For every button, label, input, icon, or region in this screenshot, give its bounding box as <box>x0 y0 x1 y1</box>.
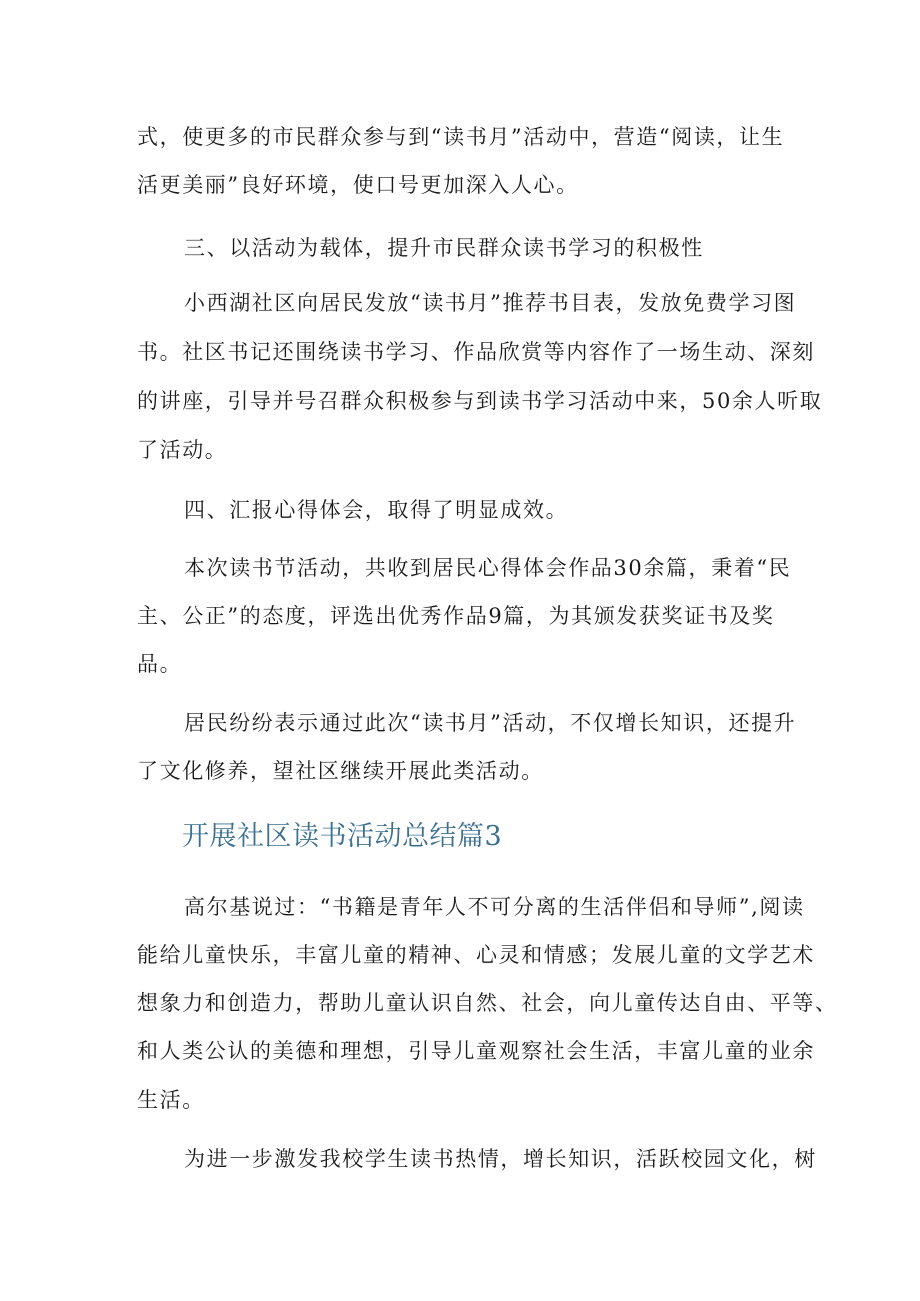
paragraph-6-line-1: 居民纷纷表示通过此次“读书月”活动，不仅增长知识，还提升 <box>184 711 797 735</box>
paragraph-3-line-2: 书。社区书记还围绕读书学习、作品欣赏等内容作了一场生动、深刻 <box>137 340 815 364</box>
paragraph-3-line-4: 了活动。 <box>137 438 228 462</box>
section-title: 开展社区读书活动总结篇3 <box>182 821 503 852</box>
paragraph-1-line-2: 活更美丽”良好环境，使口号更加深入人心。 <box>137 173 579 197</box>
paragraph-5-line-2: 主、公正”的态度，评选出优秀作品9篇，为其颁发获奖证书及奖 <box>137 604 775 628</box>
section-paragraph-2-line-1: 为进一步激发我校学生读书热情，增长知识，活跃校园文化，树 <box>184 1147 817 1171</box>
paragraph-4-line-1: 四、汇报心得体会，取得了明显成效。 <box>184 498 569 522</box>
paragraph-6-line-2: 了文化修养，望社区继续开展此类活动。 <box>137 759 544 783</box>
paragraph-3-line-1: 小西湖社区向居民发放“读书月”推荐书目表，发放免费学习图 <box>184 291 797 315</box>
section-paragraph-1-line-5: 生活。 <box>137 1088 205 1112</box>
section-paragraph-1-line-1: 高尔基说过：“书籍是青年人不可分离的生活伴侣和导师”,阅读 <box>184 895 805 919</box>
section-paragraph-1-line-4: 和人类公认的美德和理想，引导儿童观察社会生活，丰富儿童的业余 <box>137 1039 815 1063</box>
paragraph-2-line-1: 三、以活动为载体，提升市民群众读书学习的积极性 <box>184 236 704 260</box>
paragraph-5-line-1: 本次读书节活动，共收到居民心得体会作品30余篇，秉着“民 <box>184 556 792 580</box>
paragraph-5-line-3: 品。 <box>137 652 183 676</box>
section-paragraph-1-line-2: 能给儿童快乐，丰富儿童的精神、心灵和情感；发展儿童的文学艺术 <box>137 943 815 967</box>
paragraph-1-line-1: 式，使更多的市民群众参与到“读书月”活动中，营造“阅读，让生 <box>137 125 785 149</box>
section-paragraph-1-line-3: 想象力和创造力，帮助儿童认识自然、社会，向儿童传达自由、平等、 <box>137 991 838 1015</box>
paragraph-3-line-3: 的讲座，引导并号召群众积极参与到读书学习活动中来，50余人听取 <box>137 389 823 413</box>
